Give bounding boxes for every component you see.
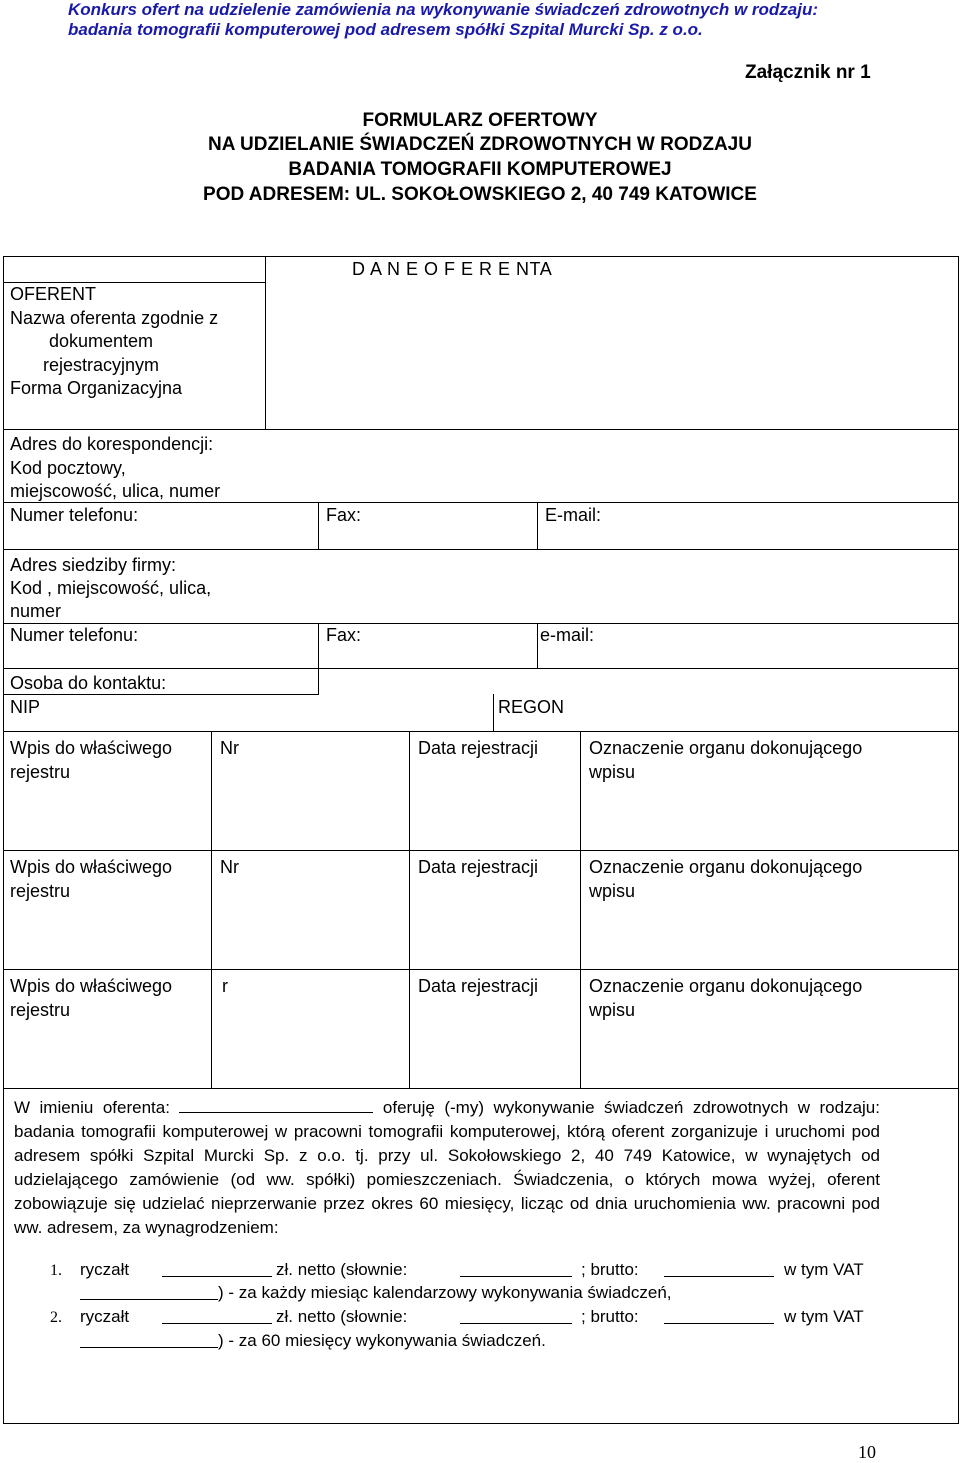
registry-label: Wpis do właściwego — [10, 976, 173, 996]
item-tail-text: ) - za 60 miesięcy wykonywania świadczeń. — [218, 1331, 546, 1350]
registry-label-2: rejestru — [10, 881, 71, 901]
contest-header-line1: Konkurs ofert na udzielenie zamówienia na wykonywanie świadczeń zdrowotnych w rodzaju: — [68, 0, 819, 19]
item-number: 1. — [50, 1262, 62, 1279]
form-title-line3: BADANIA TOMOGRAFII KOMPUTEROWEJ — [288, 159, 672, 180]
attachment-label: Załącznik nr 1 — [745, 62, 871, 83]
offer-text: oferuję (-my) wykonywanie świadczeń zdrowotnych w rodzaju: badania tomografii komputerowej w pracowni tomografii komputerowej, którą oferent zorganizuje i uruchomi pod adresem spółki Szpital Murcki Sp. z o.o. tj. przy ul. Sokołowskiego 2, 40 749 Katowice, w wynajętych od udzielającego zamówienie (od ww. spółki) pomieszczeniach. Świadczenia, o których mowa wyżej, oferent zobowiązuje się udzielać nieprzerwanie przez okres 60 miesięcy, licząc od dnia uruchomienia ww. pracowni pod ww. adresem, za wynagrodzeniem: — [14, 1098, 880, 1237]
item-vat-label: w tym VAT — [784, 1307, 864, 1326]
seat-number-label: numer — [10, 601, 62, 621]
offer-paragraph — [14, 1094, 880, 1240]
seat-fax-label: Fax: — [326, 625, 362, 645]
registry-organ-label-2: wpisu — [589, 881, 636, 901]
on-behalf-label: W imieniu oferenta: — [14, 1098, 170, 1117]
item-net-label: zł. netto (słownie: — [276, 1260, 408, 1279]
postal-code-label: Kod pocztowy, — [10, 458, 126, 478]
correspondence-address-label: Adres do korespondencji: — [10, 434, 214, 454]
registry-date-label: Data rejestracji — [418, 738, 539, 758]
net-words-blank[interactable] — [460, 1258, 572, 1277]
registry-nr-label: Nr — [220, 738, 239, 758]
regon-label: REGON — [498, 697, 565, 717]
registry-organ-label: Oznaczenie organu dokonującego — [589, 738, 863, 758]
item-gross-label: ; brutto: — [581, 1260, 639, 1279]
form-title-line2: NA UDZIELANIE ŚWIADCZEŃ ZDROWOTNYCH W RODZAJU — [208, 134, 752, 155]
page-number: 10 — [858, 1442, 876, 1462]
seat-email-label: e-mail: — [540, 625, 595, 645]
seat-phone-label: Numer telefonu: — [10, 625, 139, 645]
form-title-line4: POD ADRESEM: UL. SOKOŁOWSKIEGO 2, 40 749 KATOWICE — [203, 184, 757, 205]
registry-label-2: rejestru — [10, 762, 71, 782]
correspondence-fax-label: Fax: — [326, 505, 362, 525]
item-vat-label: w tym VAT — [784, 1260, 864, 1279]
net-amount-blank[interactable] — [162, 1305, 272, 1324]
organization-form-label: Forma Organizacyjna — [10, 378, 183, 398]
item-ryczalt-label: ryczałt — [80, 1260, 130, 1279]
form-title-line1: FORMULARZ OFERTOWY — [362, 110, 598, 131]
seat-code-city-label: Kod , miejscowość, ulica, — [10, 578, 212, 598]
vat-amount-blank[interactable] — [80, 1281, 218, 1300]
city-street-label: miejscowość, ulica, numer — [10, 481, 221, 501]
nip-label: NIP — [10, 697, 41, 717]
net-amount-blank[interactable] — [162, 1258, 272, 1277]
offeror-name-blank[interactable] — [179, 1094, 373, 1113]
contest-header-line2: badania tomografii komputerowej pod adresem spółki Szpital Murcki Sp. z o.o. — [68, 20, 703, 39]
item-number: 2. — [50, 1309, 62, 1326]
oferent-name-label-3: rejestracyjnym — [43, 355, 160, 375]
registry-organ-label-2: wpisu — [589, 1000, 636, 1020]
registry-organ-label-2: wpisu — [589, 762, 636, 782]
registry-date-label: Data rejestracji — [418, 976, 539, 996]
registry-organ-label: Oznaczenie organu dokonującego — [589, 857, 863, 877]
registry-nr-label: r — [222, 976, 228, 996]
oferent-label: OFERENT — [10, 284, 97, 304]
oferent-name-label-2: dokumentem — [49, 331, 154, 351]
item-ryczalt-label: ryczałt — [80, 1307, 130, 1326]
contact-person-label: Osoba do kontaktu: — [10, 673, 167, 693]
correspondence-email-label: E-mail: — [545, 505, 602, 525]
registry-date-label: Data rejestracji — [418, 857, 539, 877]
registry-nr-label: Nr — [220, 857, 239, 877]
gross-amount-blank[interactable] — [664, 1258, 774, 1277]
registry-label: Wpis do właściwego — [10, 857, 173, 877]
correspondence-phone-label: Numer telefonu: — [10, 505, 139, 525]
vat-amount-blank[interactable] — [80, 1329, 218, 1348]
oferent-name-label: Nazwa oferenta zgodnie z — [10, 308, 219, 328]
item-tail-text: ) - za każdy miesiąc kalendarzowy wykonywania świadczeń, — [218, 1283, 672, 1302]
registry-organ-label: Oznaczenie organu dokonującego — [589, 976, 863, 996]
registry-label-2: rejestru — [10, 1000, 71, 1020]
gross-amount-blank[interactable] — [664, 1305, 774, 1324]
item-gross-label: ; brutto: — [581, 1307, 639, 1326]
table-heading: D A N E O F E R E NTA — [352, 259, 553, 279]
seat-address-label: Adres siedziby firmy: — [10, 555, 177, 575]
net-words-blank[interactable] — [460, 1305, 572, 1324]
registry-label: Wpis do właściwego — [10, 738, 173, 758]
item-net-label: zł. netto (słownie: — [276, 1307, 408, 1326]
